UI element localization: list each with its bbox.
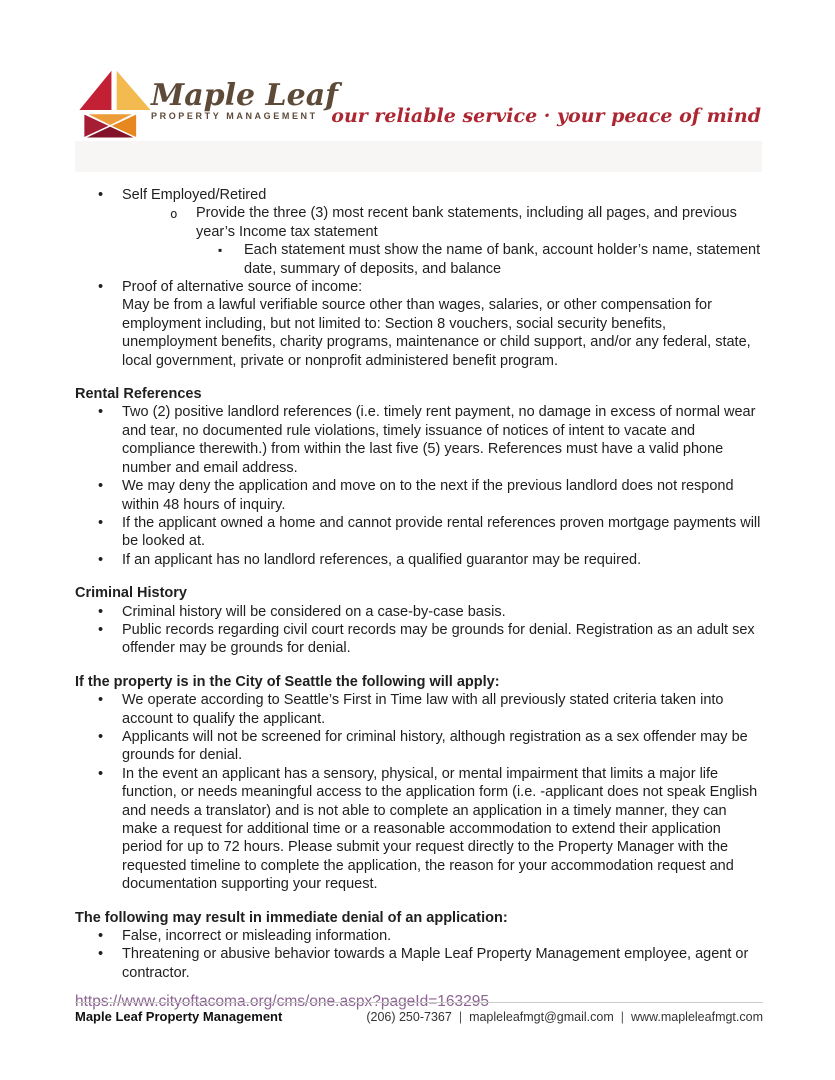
section-rental-references — [75, 385, 763, 569]
logo-title: Maple Leaf — [151, 78, 339, 113]
house-logo-icon — [77, 66, 153, 147]
header-band — [75, 141, 762, 172]
section-heading: If the property is in the City of Seattle the following will apply: — [75, 673, 500, 690]
footer-contact-info — [366, 1010, 763, 1024]
footer-company-name: Maple Leaf Property Management — [75, 1009, 283, 1024]
section-heading: Criminal History — [75, 585, 187, 602]
roof-right-triangle — [116, 69, 152, 111]
list-item: ▪ Each statement must show the name of bank, account holder’s name, statement date, summary of deposits, and balance — [75, 241, 763, 278]
list-item: • Criminal history will be considered on a case-by-case basis. — [75, 603, 763, 621]
footer-phone: (206) 250-7367 — [366, 1010, 452, 1024]
section-heading: The following may result in immediate denial of an application: — [75, 909, 508, 926]
page-footer — [75, 1002, 763, 1024]
footer-separator: | — [458, 1010, 463, 1024]
list-item: o Provide the three (3) most recent bank statements, including all pages, and previous year’s Income tax statement — [75, 204, 763, 241]
roof-left-triangle — [78, 69, 112, 111]
footer-separator: | — [620, 1010, 624, 1024]
list-item: • We may deny the application and move on to the next if the previous landlord does not respond within 48 hours of inquiry. — [75, 477, 763, 514]
house-logo-svg — [77, 66, 153, 142]
list-item: • Two (2) positive landlord references (i.e. timely rent payment, no damage in excess of normal wear and tear, no documented rule violations, timely issuance of notices of intent to vacate and compliance therewith.) from within the last five (5) years. References must have a valid phone number and email address. — [75, 403, 763, 477]
list-item: • If an applicant has no landlord references, a qualified guarantor may be required. — [75, 551, 763, 569]
logo-subtitle: PROPERTY MANAGEMENT — [151, 111, 318, 121]
list-item: • False, incorrect or misleading information. — [75, 927, 763, 945]
company-logo — [151, 80, 338, 121]
section-criminal-history — [75, 584, 763, 658]
list-item: • Public records regarding civil court records may be grounds for denial. Registration as an adult sex offender may be grounds for denial. — [75, 621, 763, 658]
list-item: • In the event an applicant has a sensory, physical, or mental impairment that limits a major life function, or needs meaningful access to the application form (i.e. -applicant does not speak English and needs a translator) and is not able to complete an application in a timely manner, they can make a request for additional time or a reasonable accommodation to extend their application period for up to 72 hours. Please submit your request directly to the Property Manager with the requested timeline to complete the application, the reason for your accommodation request and documentation supporting your request. — [75, 765, 763, 894]
intro-list — [75, 186, 763, 370]
footer-email: mapleleafmgt@gmail.com — [469, 1010, 614, 1024]
document-content — [75, 186, 763, 1012]
list-item — [75, 278, 763, 370]
section-city-of-seattle — [75, 673, 763, 894]
list-item: • We operate according to Seattle’s First in Time law with all previously stated criteria taken into account to qualify the applicant. — [75, 691, 763, 728]
list-item: • Threatening or abusive behavior towards a Maple Leaf Property Management employee, agent or contractor. — [75, 945, 763, 982]
footer-website: www.mapleleafmgt.com — [631, 1010, 763, 1024]
list-item: • If the applicant owned a home and cannot provide rental references proven mortgage payments will be looked at. — [75, 514, 763, 551]
list-item-body: May be from a lawful verifiable source other than wages, salaries, or other compensation for employment including, but not limited to: Section 8 vouchers, social security benefits, unemployment benefits, charity programs, maintenance or child support, and/or any federal, state, local government, private or nonprofit administered benefit program. — [122, 297, 751, 369]
section-heading: Rental References — [75, 386, 202, 403]
tagline: our reliable service · your peace of mind — [331, 105, 761, 127]
tacoma-info-link[interactable]: https://www.cityoftacoma.org/cms/one.aspx?pageId=163295 — [75, 993, 490, 1011]
list-item: • Self Employed/Retired — [75, 186, 763, 204]
list-item-lead: • Proof of alternative source of income: — [122, 279, 363, 296]
list-item: • Applicants will not be screened for criminal history, although registration as a sex offender may be grounds for denial. — [75, 728, 763, 765]
section-immediate-denial — [75, 909, 763, 983]
